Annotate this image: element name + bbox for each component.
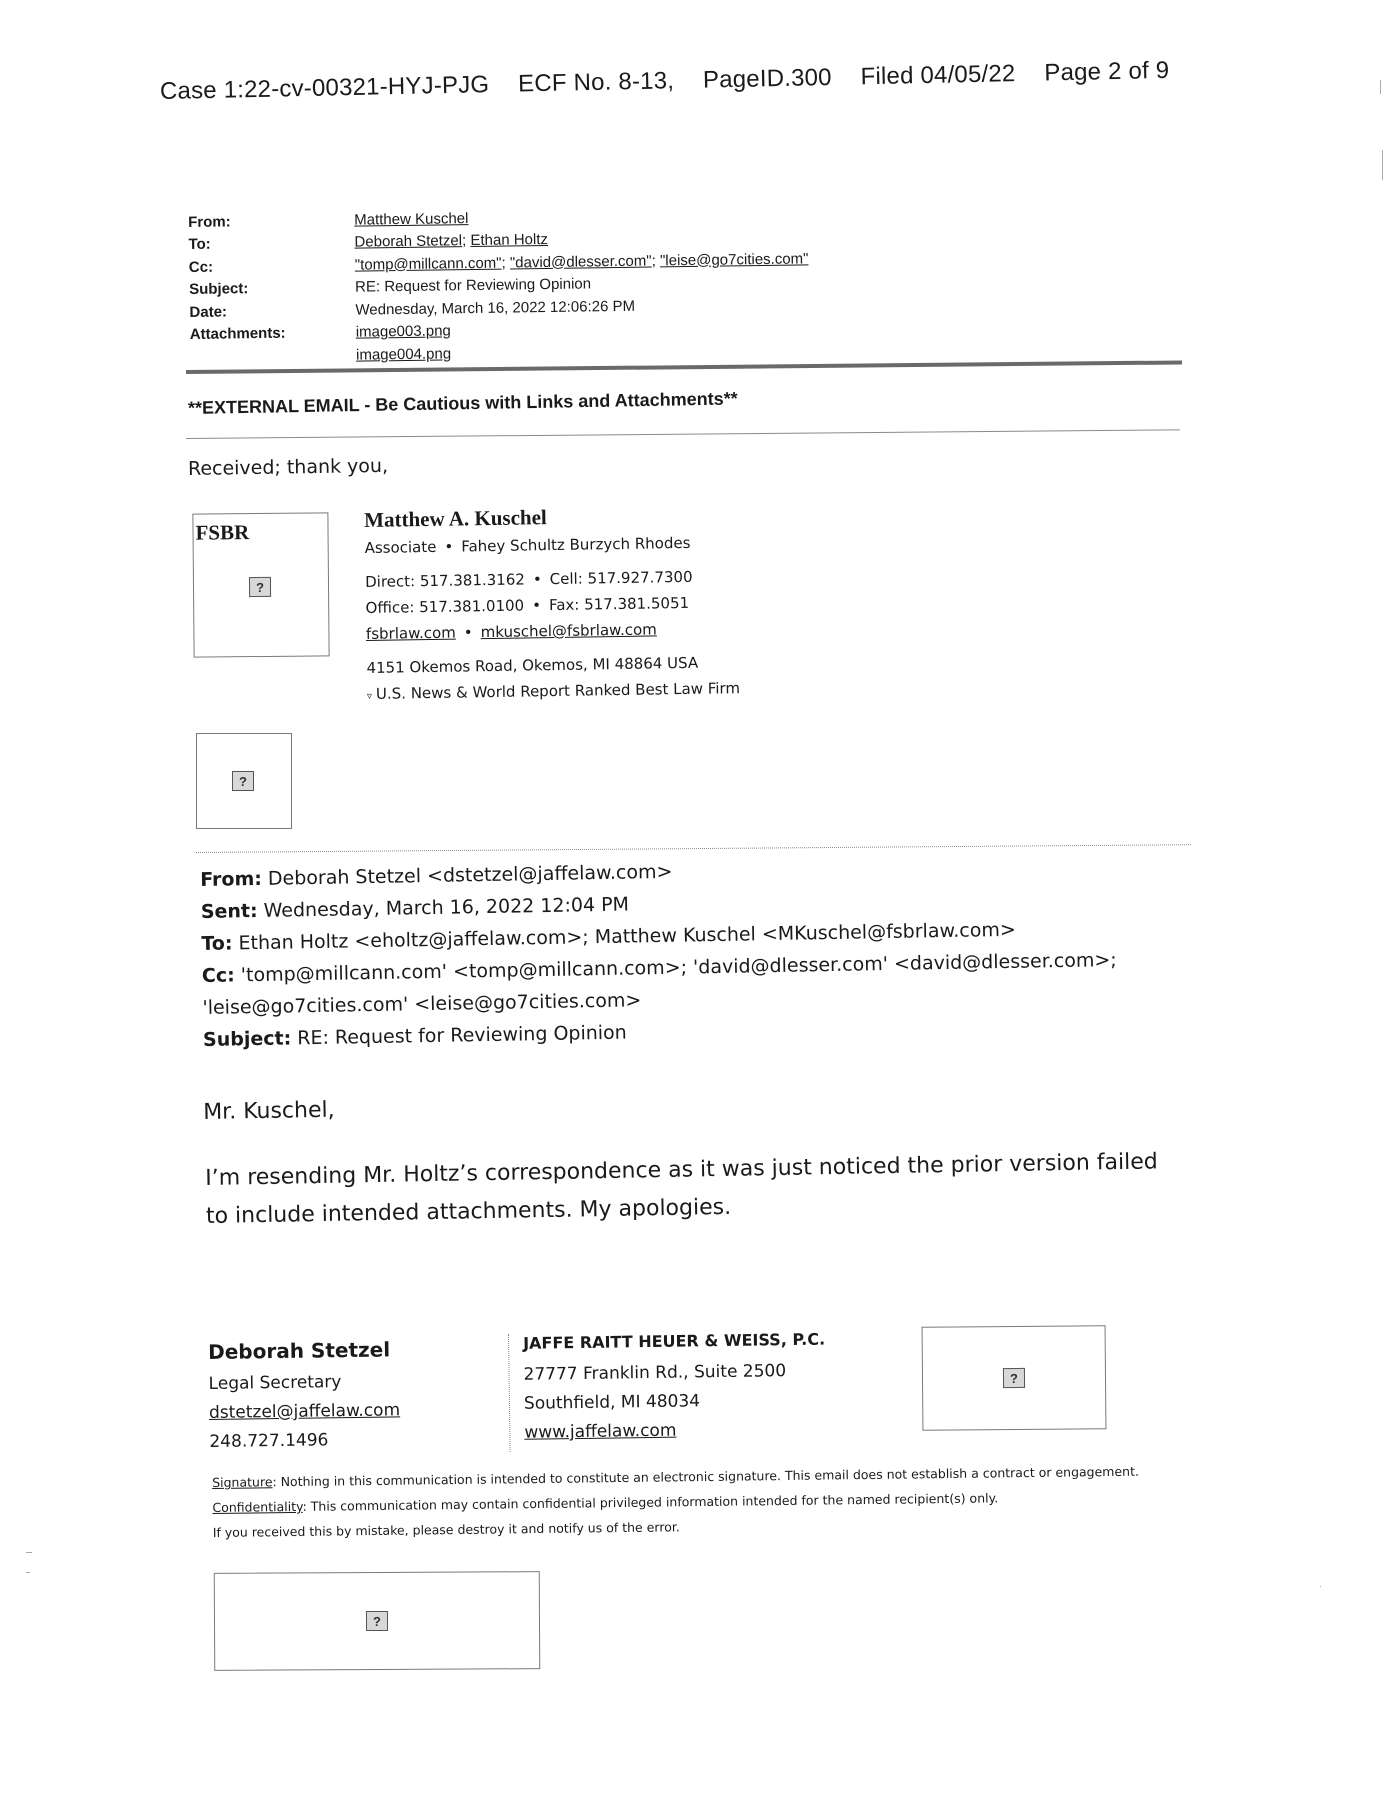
from-link[interactable]: Matthew Kuschel bbox=[354, 209, 469, 229]
cc-separator: ; bbox=[651, 251, 661, 270]
fwd-sent: Wednesday, March 16, 2022 12:04 PM bbox=[263, 893, 630, 922]
stetzel-email-link[interactable]: dstetzel@jaffelaw.com bbox=[208, 1400, 401, 1423]
bullet-separator: • bbox=[463, 623, 473, 642]
confidentiality-text: : This communication may contain confidential privileged information intended for the named recipient(s) only. bbox=[302, 1490, 999, 1514]
case-header bbox=[160, 56, 1192, 106]
date-value: Wednesday, March 16, 2022 12:06:26 PM bbox=[355, 297, 636, 319]
bullet-separator: • bbox=[532, 570, 542, 589]
subject-value: RE: Request for Reviewing Opinion bbox=[355, 275, 592, 296]
signature-firm: Fahey Schultz Burzych Rhodes bbox=[461, 533, 691, 556]
broken-image-icon: ? bbox=[366, 1611, 388, 1631]
forwarded-header bbox=[200, 848, 1118, 1056]
signature-fax: Fax: 517.381.5051 bbox=[548, 593, 690, 615]
fsbr-logo-image bbox=[192, 512, 329, 657]
firm-website-link[interactable]: www.jaffelaw.com bbox=[524, 1420, 677, 1443]
ecf-number: ECF No. 8-13, bbox=[517, 67, 675, 98]
case-number: Case 1:22-cv-00321-HYJ-PJG bbox=[159, 71, 490, 105]
cc-link-tomp[interactable]: "tomp@millcann.com" bbox=[354, 254, 502, 274]
fwd-cc-line-1: 'tomp@millcann.com' <tomp@millcann.com>; 'david@dlesser.com' <david@dlesser.com>; bbox=[240, 949, 1117, 987]
to-label: To: bbox=[188, 235, 211, 253]
signature-title-line bbox=[364, 533, 737, 557]
signature-label: Signature bbox=[212, 1474, 273, 1490]
subject-label: Subject: bbox=[189, 280, 249, 298]
firm-logo-image bbox=[922, 1325, 1107, 1431]
signature-name: Matthew A. Kuschel bbox=[364, 505, 547, 532]
fwd-from-label: From: bbox=[200, 867, 263, 891]
stetzel-name: Deborah Stetzel bbox=[208, 1337, 391, 1364]
signature-ranking: U.S. News & World Report Ranked Best Law Firm bbox=[375, 679, 741, 703]
to-separator: ; bbox=[461, 232, 471, 250]
firm-block bbox=[508, 1330, 827, 1452]
signature-cell: Cell: 517.927.7300 bbox=[549, 567, 693, 589]
signature-address: 4151 Okemos Road, Okemos, MI 48864 USA bbox=[366, 653, 699, 677]
message-body: I’m resending Mr. Holtz’s correspondence as it was just noticed the prior version failed to include intended attachments. My apologies. bbox=[205, 1149, 1158, 1229]
stetzel-signature bbox=[208, 1337, 401, 1461]
fwd-from: Deborah Stetzel <dstetzel@jaffelaw.com> bbox=[267, 860, 673, 890]
cc-label: Cc: bbox=[188, 258, 214, 276]
fsbr-logo-text: FSBR bbox=[195, 520, 250, 545]
stetzel-title: Legal Secretary bbox=[208, 1372, 342, 1394]
bullet-separator: • bbox=[444, 537, 454, 556]
fwd-to: Ethan Holtz <eholtz@jaffelaw.com>; Matthew Kuschel <MKuschel@fsbrlaw.com> bbox=[238, 918, 1016, 955]
fwd-cc-label: Cc: bbox=[201, 964, 235, 987]
cc-link-leise[interactable]: "leise@go7cities.com" bbox=[659, 249, 809, 269]
kuschel-signature bbox=[364, 502, 740, 711]
salutation: Mr. Kuschel, bbox=[203, 1097, 335, 1125]
date-label: Date: bbox=[189, 302, 228, 321]
page-id: PageID.300 bbox=[702, 63, 832, 94]
broken-image-icon: ? bbox=[232, 771, 254, 791]
signature-website-link[interactable]: fsbrlaw.com bbox=[365, 623, 456, 643]
attachment-link-1[interactable]: image003.png bbox=[355, 322, 451, 341]
confidentiality-label: Confidentiality bbox=[212, 1498, 303, 1515]
fwd-subject-label: Subject: bbox=[202, 1027, 292, 1051]
stetzel-phone: 248.727.1496 bbox=[209, 1430, 329, 1452]
disclaimer bbox=[212, 1459, 1140, 1545]
to-link-stetzel[interactable]: Deborah Stetzel bbox=[354, 232, 463, 251]
to-link-holtz[interactable]: Ethan Holtz bbox=[470, 230, 549, 250]
reply-text: Received; thank you, bbox=[187, 454, 389, 480]
signature-office: Office: 517.381.0100 bbox=[365, 596, 525, 617]
signature-text: : Nothing in this communication is intended to constitute an electronic signature. This email does not establish a contract or engagement. bbox=[272, 1463, 1140, 1490]
signature-ranking-line bbox=[367, 679, 740, 703]
broken-image-icon: ? bbox=[1003, 1368, 1025, 1388]
external-email-warning: **EXTERNAL EMAIL - Be Cautious with Links and Attachments** bbox=[187, 388, 738, 418]
email-header bbox=[188, 199, 810, 365]
firm-name: JAFFE RAITT HEUER & WEISS, P.C. bbox=[522, 1329, 826, 1353]
broken-image-icon: ? bbox=[249, 577, 271, 597]
fwd-subject: RE: Request for Reviewing Opinion bbox=[297, 1021, 627, 1050]
signature-email-link[interactable]: mkuschel@fsbrlaw.com bbox=[480, 620, 657, 642]
cc-link-david[interactable]: "david@dlesser.com" bbox=[509, 252, 652, 272]
attachment-link-2[interactable]: image004.png bbox=[355, 344, 452, 364]
signature-title: Associate bbox=[364, 537, 437, 557]
signature-direct: Direct: 517.381.3162 bbox=[365, 570, 526, 591]
from-label: From: bbox=[188, 212, 231, 231]
disclaimer-line-3: If you received this by mistake, please destroy it and notify us of the error. bbox=[212, 1519, 680, 1540]
filed-date: Filed 04/05/22 bbox=[860, 60, 1016, 91]
footer-banner-image bbox=[214, 1571, 541, 1671]
signature-banner-image bbox=[196, 733, 292, 829]
fwd-to-label: To: bbox=[201, 932, 233, 955]
fwd-sent-label: Sent: bbox=[200, 900, 258, 923]
ranking-triangle-icon: ▿ bbox=[366, 690, 373, 702]
firm-address-2: Southfield, MI 48034 bbox=[523, 1391, 701, 1414]
warning-divider bbox=[186, 429, 1180, 439]
firm-address-1: 27777 Franklin Rd., Suite 2500 bbox=[523, 1361, 787, 1385]
signature-office-line bbox=[365, 593, 738, 617]
attachments-label: Attachments: bbox=[189, 324, 286, 343]
bullet-separator: • bbox=[531, 596, 542, 615]
cc-separator: ; bbox=[501, 254, 511, 272]
fwd-cc-line-2: 'leise@go7cities.com' <leise@go7cities.com> bbox=[202, 989, 642, 1019]
signature-links-line bbox=[366, 619, 739, 643]
page-number: Page 2 of 9 bbox=[1044, 56, 1170, 87]
